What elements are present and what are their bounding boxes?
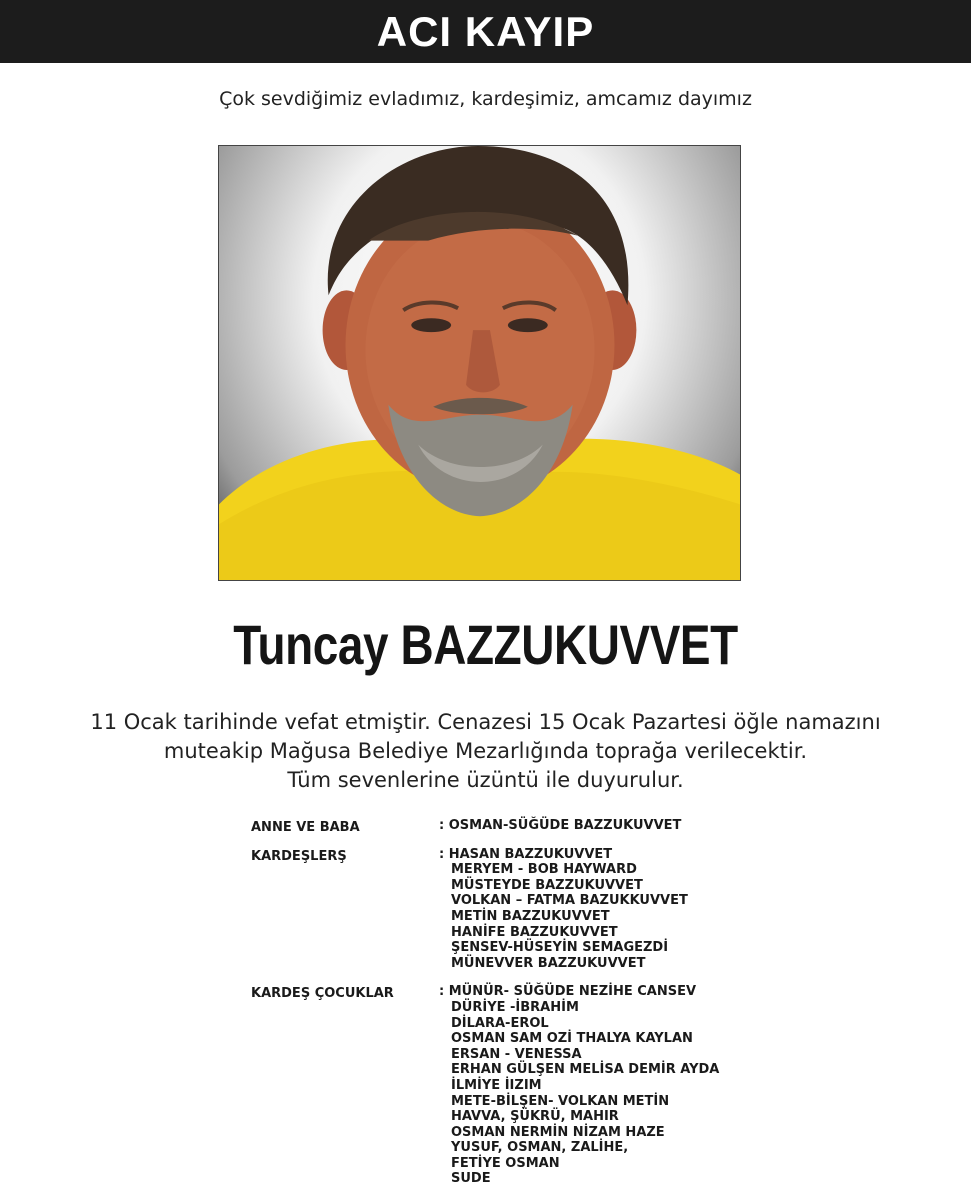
family-group-nieces-nephews — [251, 984, 811, 1187]
family-name: MÜSTEYDE BAZZUKUVVET — [451, 877, 643, 893]
family-name: : OSMAN-SÜĞÜDE BAZZUKUVVET — [439, 818, 682, 833]
family-name: YUSUF, OSMAN, ZALİHE, — [451, 1140, 629, 1156]
family-group-label: KARDEŞ ÇOCUKLAR — [251, 986, 394, 1002]
family-group-label: KARDEŞLERŞ — [251, 848, 347, 864]
intro-text: Çok sevdiğimiz evladımız, kardeşimiz, amcamız dayımız — [219, 88, 752, 110]
family-name: : HASAN BAZZUKUVVET — [439, 846, 613, 862]
family-name: DİLARA-EROL — [451, 1015, 549, 1031]
notice-line: 11 Ocak tarihinde vefat etmiştir. Cenazesi 15 Ocak Pazartesi öğle namazını — [90, 710, 881, 734]
family-name: İLMİYE İIZIM — [451, 1077, 542, 1093]
family-name: SUDE — [451, 1171, 491, 1187]
family-name: ERSAN - VENESSA — [451, 1046, 582, 1062]
notice-line: Tüm sevenlerine üzüntü ile duyurulur. — [287, 768, 684, 792]
family-name: DÜRİYE -İBRAHİM — [451, 999, 579, 1015]
page-title: ACI KAYIP — [376, 7, 595, 55]
family-name: METE-BİLŞEN- VOLKAN METİN — [451, 1093, 670, 1109]
family-names — [439, 984, 811, 1187]
family-name: FETİYE OSMAN — [451, 1155, 560, 1171]
family-names — [439, 818, 811, 834]
family-name: HANİFE BAZZUKUVVET — [451, 924, 618, 940]
deceased-name: Tuncay BAZZUKUVVET — [233, 613, 738, 676]
family-name: OSMAN SAM OZİ THALYA KAYLAN — [451, 1031, 693, 1047]
funeral-notice — [0, 708, 971, 795]
family-name: HAVVA, ŞÜKRÜ, MAHIR — [451, 1109, 619, 1125]
family-name: ERHAN GÜLŞEN MELİSA DEMİR AYDA — [451, 1062, 720, 1078]
family-name: : MÜNÜR- SÜĞÜDE NEZİHE CANSEV — [439, 984, 697, 1000]
family-name: ŞENSEV-HÜSEYİN SEMAGEZDİ — [451, 940, 669, 956]
family-name: MERYEM - BOB HAYWARD — [451, 862, 637, 878]
family-group-siblings — [251, 847, 811, 972]
family-group-label: ANNE VE BABA — [251, 820, 360, 835]
family-name: METİN BAZZUKUVVET — [451, 908, 610, 924]
family-name: VOLKAN – FATMA BAZUKKUVVET — [451, 893, 688, 909]
notice-line: muteakip Mağusa Belediye Mezarlığında toprağa verilecektir. — [163, 739, 808, 763]
portrait-photo — [218, 145, 741, 581]
family-list — [251, 818, 811, 1200]
family-group-parents — [251, 818, 811, 834]
family-name: MÜNEVVER BAZZUKUVVET — [451, 955, 646, 971]
family-name: OSMAN NERMİN NİZAM HAZE — [451, 1124, 665, 1140]
header-bar — [0, 0, 971, 63]
family-names — [439, 847, 811, 972]
